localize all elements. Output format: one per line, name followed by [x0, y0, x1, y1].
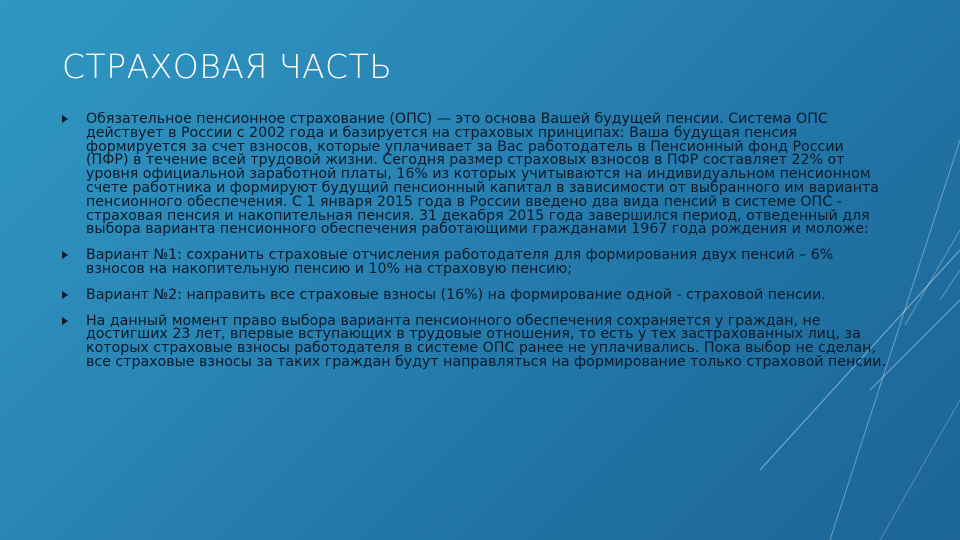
bullet-arrow-icon	[62, 115, 68, 123]
bullet-item	[62, 249, 890, 277]
bullet-arrow-icon	[62, 251, 68, 259]
bullet-item	[62, 113, 890, 237]
bullet-item	[62, 312, 890, 370]
bullet-arrow-icon	[62, 291, 68, 299]
bullet-text: Вариант №2: направить все страховые взносы (16%) на формирование одной - страховой пенсии.	[86, 286, 826, 303]
bullet-item	[62, 286, 890, 303]
bullet-text: Обязательное пенсионное страхование (ОПС) — это основа Вашей будущей пенсии. Система ОПС действует в России с 2002 года и базируется на страховых принципах: Ваша будущая пенсия формируется за счет взносов, которые уплачивает за Вас работодатель в Пенсионный фонд России (ПФР) в течение всей трудовой жизни. Сегодня размер страховых взносов в ПФР составляет 22% от уровня официальной заработной платы, 16% из которых учитываются на индивидуальном пенсионном счете работника и формируют будущий пенсионный капитал в зависимости от выбранного им варианта пенсионного обеспечения. С 1 января 2015 года в России введено два вида пенсий в системе ОПС - страховая пенсия и накопительная пенсия. 31 декабря 2015 года завершился период, отведенный для выбора варианта пенсионного обеспечения работающими гражданами 1967 года рождения и моложе:	[86, 111, 879, 238]
bullet-text: На данный момент право выбора варианта пенсионного обеспечения сохраняется у граждан, не достигших 23 лет, впервые вступающих в трудовые отношения, то есть у тех застрахованных лиц, за которых страховые взносы работодателя в системе ОПС ранее не уплачивались. Пока выбор не сделан, все страховые взносы за таких граждан будут направляться на формирование только страховой пенсии.	[86, 312, 887, 370]
slide-title: СТРАХОВАЯ ЧАСТЬ	[62, 47, 393, 86]
bullet-text: Вариант №1: сохранить страховые отчисления работодателя для формирования двух пенсий – 6% взносов на накопительную пенсию и 10% на страховую пенсию;	[86, 247, 834, 277]
bullet-list	[62, 113, 890, 382]
bullet-arrow-icon	[62, 317, 68, 325]
